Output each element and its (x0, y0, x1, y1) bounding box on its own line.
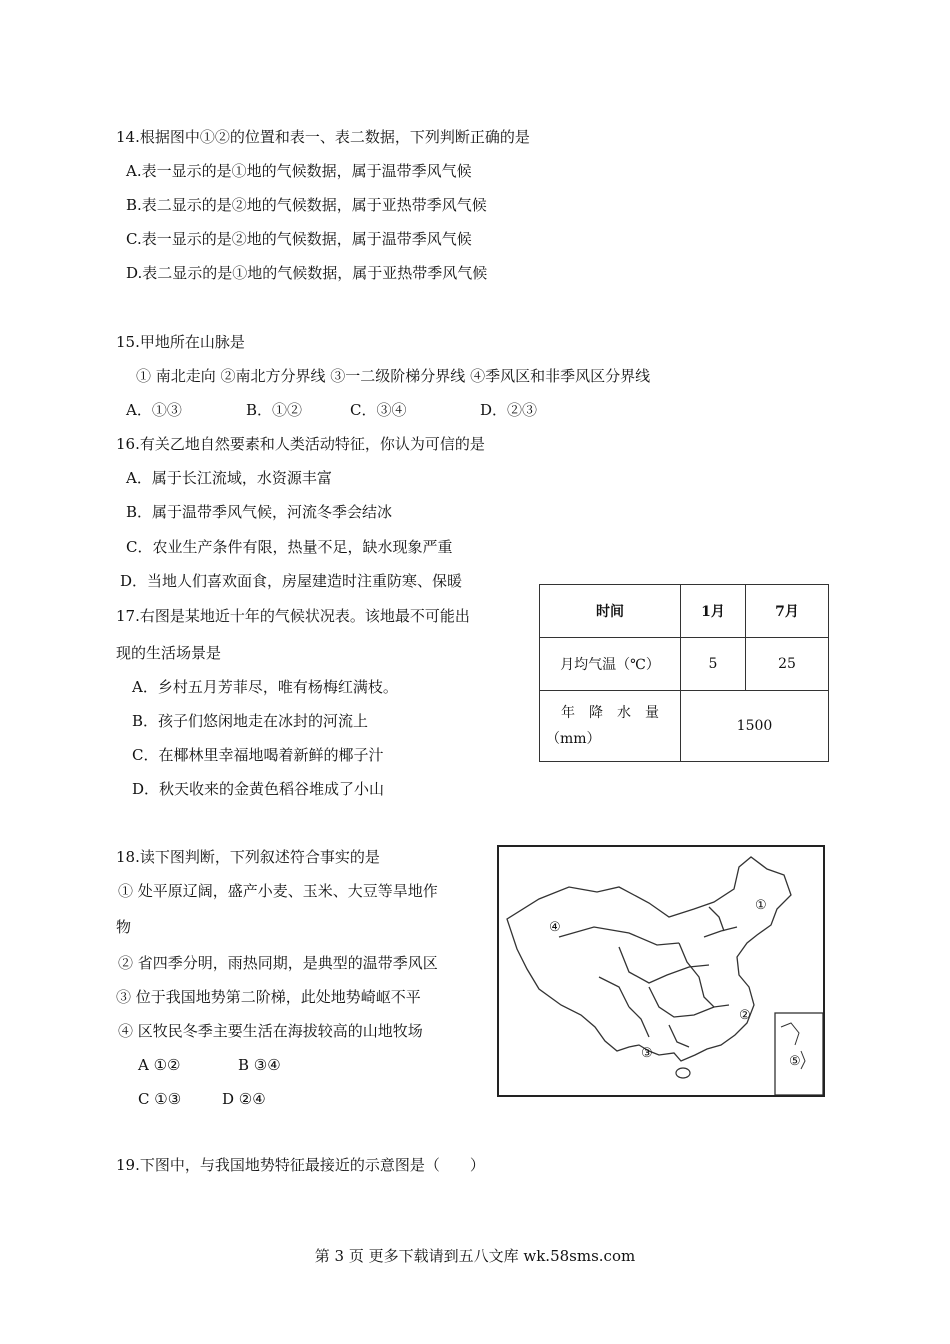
q16-option-b: B．属于温带季风气候，河流冬季会结冰 (126, 503, 393, 521)
q18-item1-b: 物 (116, 918, 132, 936)
q15-option-b: B．①② (246, 401, 303, 419)
climate-table-precip-label-2: （mm） (546, 731, 601, 747)
q18-item4: ④ 区牧民冬季主要生活在海拔较高的山地牧场 (118, 1022, 423, 1040)
q15-stem: 15.甲地所在山脉是 (116, 333, 245, 351)
q17-option-d: D．秋天收来的金黄色稻谷堆成了小山 (132, 780, 385, 798)
q18-option-a: A ①② (138, 1056, 181, 1074)
q14-option-d: D.表二显示的是①地的气候数据，属于亚热带季风气候 (126, 264, 488, 282)
q17-stem-line2: 现的生活场景是 (116, 644, 222, 662)
climate-table-temp-jul: 25 (746, 638, 829, 691)
climate-table-header-time: 时间 (540, 585, 681, 638)
q19-stem: 19.下图中，与我国地势特征最接近的示意图是（ ） (116, 1156, 485, 1174)
climate-table-header-jul: 7月 (746, 585, 829, 638)
q17-option-a: A．乡村五月芳菲尽，唯有杨梅红满枝。 (132, 678, 398, 696)
q18-item2: ② 省四季分明，雨热同期，是典型的温带季风区 (118, 954, 438, 972)
q16-stem: 16.有关乙地自然要素和人类活动特征，你认为可信的是 (116, 435, 485, 453)
q16-option-d: D．当地人们喜欢面食，房屋建造时注重防寒、保暖 (120, 572, 463, 590)
climate-table-precip-value: 1500 (681, 691, 829, 762)
q16-option-c: C．农业生产条件有限，热量不足，缺水现象严重 (126, 538, 453, 556)
q14-option-c: C.表一显示的是②地的气候数据，属于温带季风气候 (126, 230, 472, 248)
q18-option-b: B ③④ (238, 1056, 281, 1074)
q18-item1-a: ① 处平原辽阔，盛产小麦、玉米、大豆等旱地作 (118, 882, 438, 900)
climate-table-precip-label (540, 691, 681, 762)
climate-table-temp-jan: 5 (681, 638, 746, 691)
climate-table-header-jan: 1月 (681, 585, 746, 638)
map-label-1: ① (755, 898, 767, 913)
page-footer: 第 3 页 更多下载请到五八文库 wk.58sms.com (314, 1247, 636, 1265)
q16-option-a: A．属于长江流域，水资源丰富 (126, 469, 332, 487)
climate-table-precip-label-1: 年 降 水 量 (561, 705, 659, 721)
map-label-3: ③ (641, 1046, 653, 1061)
china-map-outline (499, 847, 823, 1095)
q18-item3: ③ 位于我国地势第二阶梯，此处地势崎岖不平 (116, 988, 421, 1006)
q17-stem-line1: 17.右图是某地近十年的气候状况表。该地最不可能出 (116, 607, 470, 625)
q18-option-d: D ②④ (222, 1090, 266, 1108)
q17-option-c: C．在椰林里幸福地喝着新鲜的椰子汁 (132, 746, 384, 764)
q14-option-a: A.表一显示的是①地的气候数据，属于温带季风气候 (126, 162, 472, 180)
map-label-4: ④ (549, 920, 561, 935)
climate-table (539, 584, 829, 762)
china-map (497, 845, 825, 1097)
q15-choices: ① 南北走向 ②南北方分界线 ③一二级阶梯分界线 ④季风区和非季风区分界线 (136, 367, 651, 385)
q17-option-b: B．孩子们悠闲地走在冰封的河流上 (132, 712, 369, 730)
q15-option-a: A．①③ (126, 401, 182, 419)
q18-option-c: C ①③ (138, 1090, 182, 1108)
climate-table-temp-label: 月均气温（℃） (540, 638, 681, 691)
q15-option-c: C．③④ (350, 401, 407, 419)
map-label-5: ⑤ (789, 1054, 801, 1069)
q14-stem: 14.根据图中①②的位置和表一、表二数据，下列判断正确的是 (116, 128, 530, 146)
map-label-2: ② (739, 1008, 751, 1023)
q15-option-d: D．②③ (480, 401, 538, 419)
q18-stem: 18.读下图判断，下列叙述符合事实的是 (116, 848, 380, 866)
q14-option-b: B.表二显示的是②地的气候数据，属于亚热带季风气候 (126, 196, 487, 214)
